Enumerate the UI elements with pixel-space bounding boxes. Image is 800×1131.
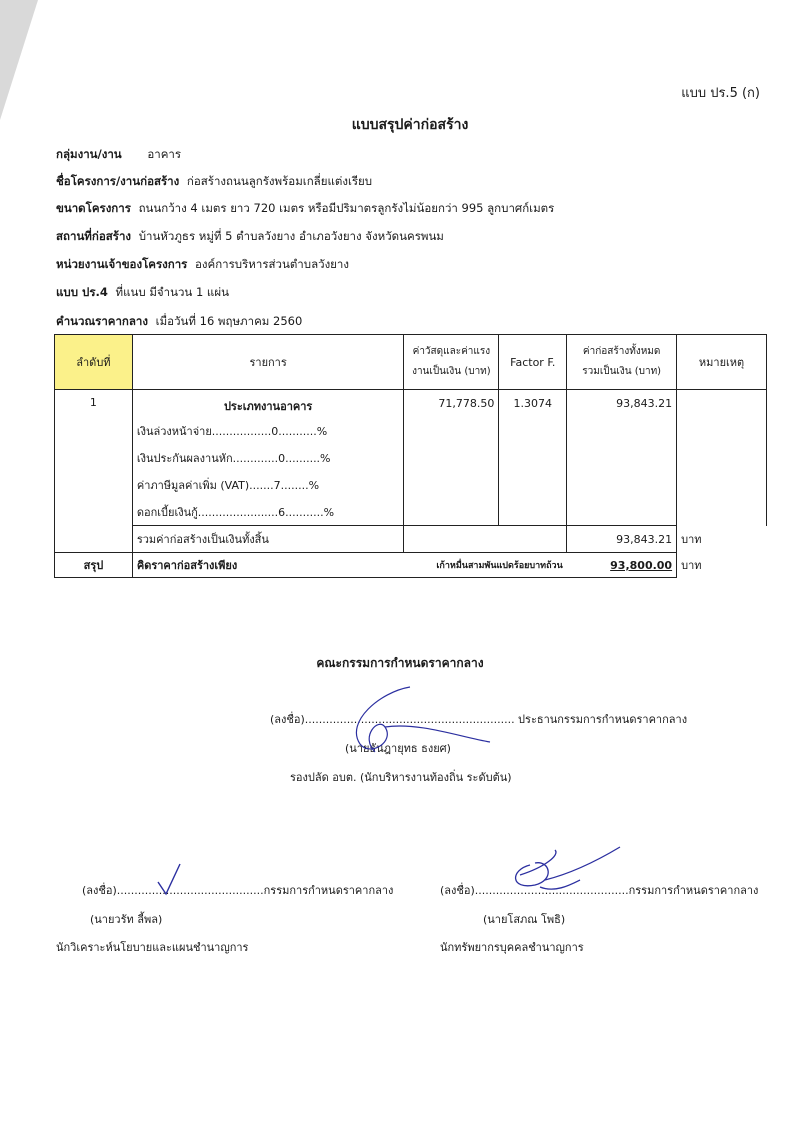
sub-item-vat: ค่าภาษีมูลค่าเพิ่ม (VAT).......7........% — [132, 472, 404, 499]
project-name-value: ก่อสร้างถนนลูกรังพร้อมเกลี่ยแต่งเรียบ — [186, 174, 373, 188]
row-no: 1 — [55, 390, 133, 418]
work-group-label: กลุ่มงาน/งาน — [56, 147, 122, 161]
document-title: แบบสรุปค่าก่อสร้าง — [351, 117, 469, 133]
calc-label: คำนวณราคากลาง — [56, 314, 149, 328]
sub-item-row — [55, 445, 767, 472]
sub-item-row — [55, 418, 767, 445]
summary-value: 93,800.00 — [567, 553, 677, 578]
project-size-value: ถนนกว้าง 4 เมตร ยาว 720 เมตร หรือมีปริมาตรลูกรังไม่น้อยกว่า 995 ลูกบาศก์เมตร — [138, 201, 555, 215]
summary-text: คิดราคาก่อสร้างเพียง — [132, 553, 404, 578]
sum-label: รวมค่าก่อสร้างเป็นเงินทั้งสิ้น — [132, 526, 404, 553]
project-size-label: ขนาดโครงการ — [56, 201, 131, 215]
sum-row — [55, 526, 767, 553]
drawing-label: แบบ ปร.4 — [56, 285, 108, 299]
row-factor: 1.3074 — [499, 390, 567, 418]
info-drawing — [56, 284, 229, 302]
chair-sign-line: (ลงชื่อ)............................................................ ประธานกรรมการกำหนดราคากลาง — [270, 713, 688, 726]
owner-value: องค์การบริหารส่วนตำบลวังยาง — [195, 257, 349, 271]
committee-title: คณะกรรมการกำหนดราคากลาง — [316, 656, 484, 670]
chair-signature — [340, 682, 500, 762]
header-item: รายการ — [132, 335, 404, 390]
member2-position: นักทรัพยากรบุคคลชำนาญการ — [440, 941, 584, 954]
location-value: บ้านหัวภูธร หมู่ที่ 5 ตำบลวังยาง อำเภอวังยาง จังหวัดนครพนม — [138, 229, 444, 243]
header-cost-line1: ค่าวัสดุและค่าแรง — [412, 346, 491, 357]
member1-name: (นายวรัท ลี้พล) — [90, 913, 163, 926]
calc-value: เมื่อวันที่ 16 พฤษภาคม 2560 — [155, 314, 303, 328]
info-project-size — [56, 200, 554, 218]
header-factor: Factor F. — [499, 335, 567, 390]
table-header-row — [55, 335, 767, 390]
header-total-line1: ค่าก่อสร้างทั้งหมด — [582, 346, 661, 357]
row-cost: 71,778.50 — [404, 390, 499, 418]
info-location — [56, 228, 444, 246]
sum-value: 93,843.21 — [567, 526, 677, 553]
member1-signature — [150, 862, 190, 902]
header-no: ลำดับที่ — [55, 335, 133, 390]
chair-name: (นายธันฎายุทธ ธงยศ) — [345, 742, 451, 755]
table-row — [55, 390, 767, 418]
member2-sign-line: (ลงชื่อ)............................................กรรมการกำหนดราคากลาง — [440, 884, 759, 897]
info-project-name — [56, 173, 372, 191]
summary-unit: บาท — [677, 553, 767, 578]
project-name-label: ชื่อโครงการ/งานก่อสร้าง — [56, 174, 180, 188]
header-remark: หมายเหตุ — [677, 335, 767, 390]
summary-label: สรุป — [55, 553, 133, 578]
sum-unit: บาท — [677, 526, 767, 553]
member1-sign-line: (ลงชื่อ)..........................................กรรมการกำหนดราคากลาง — [82, 884, 394, 897]
cost-summary-table — [54, 334, 767, 578]
sub-item-row — [55, 499, 767, 526]
row-item: ประเภทงานอาคาร — [132, 390, 404, 418]
header-cost-line2: งานเป็นเงิน (บาท) — [412, 366, 491, 377]
member2-signature — [500, 845, 630, 900]
scan-corner-shade — [0, 0, 38, 120]
header-total-line2: รวมเป็นเงิน (บาท) — [582, 366, 662, 377]
drawing-value: ที่แนบ มีจำนวน 1 แผ่น — [115, 285, 229, 299]
member2-name: (นายโสภณ โพธิ) — [483, 913, 566, 926]
info-calc-date — [56, 313, 302, 331]
info-work-group — [56, 146, 181, 164]
work-group-value: อาคาร — [147, 147, 182, 161]
chair-position: รองปลัด อบต. (นักบริหารงานท้องถิ่น ระดับต้น) — [290, 771, 512, 784]
owner-label: หน่วยงานเจ้าของโครงการ — [56, 257, 188, 271]
form-code: แบบ ปร.5 (ก) — [681, 86, 760, 101]
sub-item-guarantee: เงินประกันผลงานหัก.............0..........% — [132, 445, 404, 472]
summary-words: เก้าหมื่นสามพันแปดร้อยบาทถ้วน — [404, 553, 567, 578]
row-total: 93,843.21 — [567, 390, 677, 418]
summary-row — [55, 553, 767, 578]
sub-item-advance: เงินล่วงหน้าจ่าย.................0...........% — [132, 418, 404, 445]
sub-item-row — [55, 472, 767, 499]
info-owner — [56, 256, 349, 274]
header-total — [567, 335, 677, 390]
member1-position: นักวิเคราะห์นโยบายและแผนชำนาญการ — [56, 941, 249, 954]
sub-item-interest: ดอกเบี้ยเงินกู้.......................6...........% — [132, 499, 404, 526]
header-cost — [404, 335, 499, 390]
location-label: สถานที่ก่อสร้าง — [56, 229, 132, 243]
